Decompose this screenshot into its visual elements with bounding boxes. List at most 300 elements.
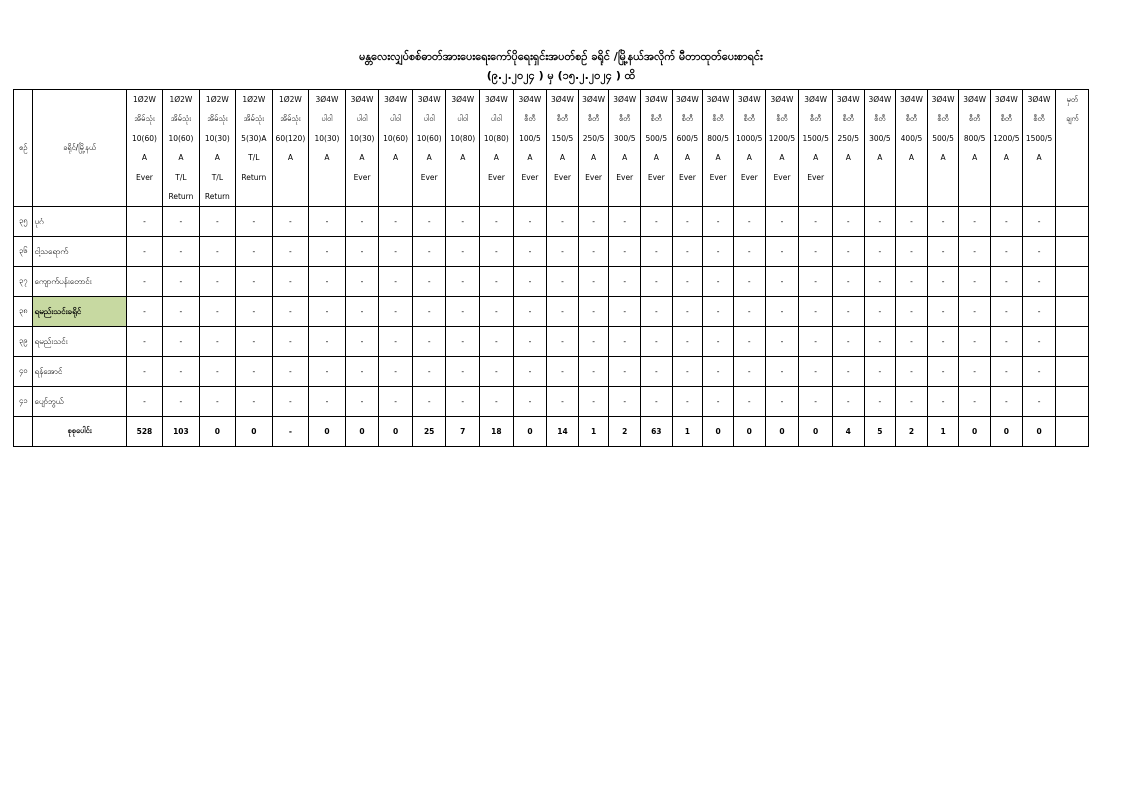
- total-cell: 2: [609, 417, 641, 447]
- row-serial: ၃၆: [14, 237, 33, 267]
- column-header: [1022, 90, 1056, 207]
- column-header-line: စီတီ: [681, 114, 694, 124]
- table-cell: -: [733, 207, 765, 237]
- column-header-line: [309, 168, 344, 187]
- remark-header-line: မှတ်: [1066, 95, 1079, 104]
- column-header-line: [896, 187, 927, 206]
- table-cell: -: [547, 297, 579, 327]
- table-cell: -: [672, 387, 703, 417]
- header-row: [14, 90, 1122, 207]
- table-cell: -: [765, 267, 799, 297]
- table-cell: -: [446, 297, 480, 327]
- column-header-line: 3Ø4W: [417, 95, 441, 104]
- column-header-line: 100/5: [519, 133, 541, 143]
- table-cell: -: [733, 267, 765, 297]
- total-cell: 2: [896, 417, 928, 447]
- column-header-line: A: [715, 153, 721, 163]
- column-header-line: စီတီ: [809, 114, 822, 124]
- table-cell: -: [703, 207, 734, 237]
- table-cell: -: [641, 297, 673, 327]
- column-header: [672, 90, 703, 207]
- total-cell: 0: [1022, 417, 1056, 447]
- column-header-line: အိမ်သုံး: [243, 114, 264, 124]
- table-cell: -: [513, 327, 547, 357]
- column-header-line: [273, 168, 309, 187]
- table-cell: -: [672, 237, 703, 267]
- table-cell: -: [272, 237, 309, 267]
- table-cell: -: [765, 387, 799, 417]
- column-header-line: 3Ø4W: [675, 95, 699, 104]
- table-cell: -: [309, 297, 345, 327]
- table-cell: -: [199, 207, 235, 237]
- row-district-name: ရမည်းသင်း: [33, 327, 126, 357]
- table-cell: -: [345, 207, 379, 237]
- column-header-line: 1200/5: [993, 133, 1020, 143]
- table-cell: -: [959, 237, 991, 267]
- column-header-line: [928, 187, 959, 206]
- table-cell: -: [547, 357, 579, 387]
- column-header-line: 600/5: [676, 133, 699, 143]
- table-cell: -: [236, 387, 272, 417]
- table-cell: -: [379, 267, 413, 297]
- column-header-line: A: [359, 153, 365, 163]
- column-header-line: 800/5: [963, 133, 986, 143]
- column-header-line: စီတီ: [524, 114, 536, 124]
- column-header-line: A: [460, 153, 466, 163]
- column-header-line: Ever: [585, 172, 603, 182]
- table-cell: -: [309, 327, 345, 357]
- total-cell: 0: [703, 417, 734, 447]
- total-cell: 18: [480, 417, 514, 447]
- column-header-line: ပါဝါ: [457, 114, 469, 124]
- column-header: [578, 90, 609, 207]
- column-header-line: [865, 187, 896, 206]
- column-header-line: Ever: [353, 172, 371, 182]
- column-header-line: 3Ø4W: [484, 95, 508, 104]
- column-header-line: စီတီ: [842, 114, 855, 124]
- column-header-line: စီတီ: [743, 114, 756, 124]
- table-cell: -: [896, 207, 928, 237]
- table-cell: -: [672, 267, 703, 297]
- total-cell: 103: [163, 417, 199, 447]
- column-header: [379, 90, 413, 207]
- table-cell: -: [832, 387, 864, 417]
- table-cell: -: [609, 357, 641, 387]
- table-cell: -: [547, 207, 579, 237]
- table-cell: -: [733, 387, 765, 417]
- table-cell: -: [272, 297, 309, 327]
- column-header-line: 10(80): [450, 133, 476, 143]
- table-cell: -: [236, 327, 272, 357]
- table-cell: -: [345, 267, 379, 297]
- column-header-line: စီတီ: [1033, 114, 1045, 124]
- column-header-line: A: [591, 153, 597, 163]
- column-header-line: [309, 187, 344, 206]
- column-header-line: စီတီ: [937, 114, 949, 124]
- column-header: [513, 90, 547, 207]
- table-cell: -: [927, 267, 959, 297]
- column-header-line: [833, 168, 864, 187]
- row-district-name: ပုဂံ: [33, 207, 126, 237]
- table-cell: -: [446, 387, 480, 417]
- table-cell: -: [547, 267, 579, 297]
- table-cell: -: [578, 297, 609, 327]
- remark-header-line: ချက်: [1066, 114, 1079, 124]
- table-cell: -: [765, 357, 799, 387]
- column-header-line: 500/5: [932, 133, 954, 143]
- column-header-line: 10(80): [483, 133, 509, 143]
- table-cell: -: [765, 327, 799, 357]
- column-header: [309, 90, 345, 207]
- total-cell: 0: [959, 417, 991, 447]
- table-cell: -: [609, 297, 641, 327]
- table-cell: -: [578, 267, 609, 297]
- column-header-line: [547, 187, 578, 206]
- table-cell: -: [799, 207, 833, 237]
- total-cell: 1: [578, 417, 609, 447]
- column-header-line: A: [845, 153, 851, 163]
- column-header-line: [959, 187, 990, 206]
- table-cell: -: [513, 297, 547, 327]
- column-header-line: 3Ø4W: [994, 95, 1018, 104]
- remark-cell: [1056, 387, 1089, 417]
- table-cell: -: [990, 237, 1022, 267]
- column-header-line: [799, 187, 832, 206]
- column-header-line: [959, 168, 990, 187]
- remark-cell: [1056, 417, 1089, 447]
- table-cell: -: [379, 297, 413, 327]
- table-cell: -: [703, 327, 734, 357]
- column-header-line: စီတီ: [1000, 114, 1013, 124]
- header-district: ခရိုင်/မြို့နယ်: [33, 90, 126, 207]
- column-header: [199, 90, 235, 207]
- total-cell: 0: [799, 417, 833, 447]
- column-header-line: T/L: [211, 172, 224, 182]
- table-cell: -: [412, 297, 446, 327]
- column-header-line: 1Ø2W: [242, 95, 266, 104]
- column-header-line: Return: [204, 191, 230, 201]
- column-header-line: 400/5: [900, 133, 923, 143]
- column-header-line: [1023, 168, 1056, 187]
- total-cell: 1: [672, 417, 703, 447]
- table-cell: -: [1022, 207, 1056, 237]
- column-header-line: ပါဝါ: [423, 114, 435, 124]
- column-header: [446, 90, 480, 207]
- column-header-line: Ever: [740, 172, 758, 182]
- column-header: [733, 90, 765, 207]
- column-header-line: A: [653, 153, 659, 163]
- table-cell: -: [672, 327, 703, 357]
- column-header-line: A: [287, 153, 293, 163]
- column-header-line: ပါဝါ: [490, 114, 502, 124]
- column-header-line: [379, 168, 412, 187]
- header-serial: စဉ်: [14, 90, 33, 207]
- table-cell: -: [126, 267, 162, 297]
- column-header-line: 3Ø4W: [706, 95, 730, 104]
- column-header-line: A: [393, 153, 399, 163]
- table-cell: -: [513, 267, 547, 297]
- table-cell: -: [578, 387, 609, 417]
- column-header: [799, 90, 833, 207]
- total-cell: 14: [547, 417, 579, 447]
- column-header-line: T/L: [248, 153, 260, 163]
- table-row: [14, 357, 1122, 387]
- table-cell: -: [896, 267, 928, 297]
- column-header-line: 1500/5: [1025, 133, 1053, 143]
- table-cell: -: [199, 357, 235, 387]
- row-serial: ၄၁: [14, 387, 33, 417]
- table-cell: -: [480, 357, 514, 387]
- column-header-line: A: [684, 153, 690, 163]
- table-cell: -: [799, 267, 833, 297]
- column-header-line: အိမ်သုံး: [280, 114, 301, 124]
- column-header-line: ပါဝါ: [321, 114, 333, 124]
- total-cell: 0: [733, 417, 765, 447]
- total-cell: 0: [309, 417, 345, 447]
- table-cell: -: [733, 327, 765, 357]
- table-cell: -: [1022, 237, 1056, 267]
- table-row: [14, 237, 1122, 267]
- row-district-name: ရန်အောင်: [33, 357, 126, 387]
- column-header-line: [1023, 187, 1056, 206]
- column-header-line: 300/5: [613, 133, 636, 143]
- table-cell: -: [480, 387, 514, 417]
- column-header-line: 250/5: [582, 133, 605, 143]
- column-header: [896, 90, 928, 207]
- table-cell: -: [547, 327, 579, 357]
- column-header-line: 1500/5: [802, 133, 829, 143]
- table-cell: -: [345, 237, 379, 267]
- column-header-line: စီတီ: [650, 114, 663, 124]
- column-header-line: စီတီ: [874, 114, 886, 124]
- table-cell: -: [379, 327, 413, 357]
- column-header-line: A: [877, 153, 883, 163]
- table-cell: -: [412, 387, 446, 417]
- column-header-line: T/L: [175, 172, 187, 182]
- column-header-line: [991, 168, 1022, 187]
- column-header-line: 3Ø4W: [868, 95, 892, 104]
- column-header-line: 10(30): [204, 133, 230, 143]
- column-header-line: [833, 187, 864, 206]
- table-cell: -: [446, 207, 480, 237]
- document-title: မန္တလေးလျှပ်စစ်ဓာတ်အားပေးရေးကော်ပိုရေးရှင်းအပတ်စဉ် ခရိုင် /မြို့နယ်အလိုက် မီတာထုတ်ပေးစာရင်း: [359, 50, 763, 63]
- column-header-line: 3Ø4W: [737, 95, 761, 104]
- total-cell: 0: [990, 417, 1022, 447]
- table-cell: -: [990, 357, 1022, 387]
- table-cell: -: [272, 357, 309, 387]
- table-cell: -: [446, 357, 480, 387]
- table-cell: -: [379, 387, 413, 417]
- table-cell: -: [641, 267, 673, 297]
- column-header-line: 10(60): [131, 133, 157, 143]
- column-header-line: [609, 187, 640, 206]
- column-header-line: စီတီ: [712, 114, 724, 124]
- table-cell: -: [959, 387, 991, 417]
- total-cell: 0: [199, 417, 235, 447]
- column-header-line: 3Ø4W: [613, 95, 637, 104]
- total-label: စုစုပေါင်း: [33, 417, 126, 447]
- table-cell: -: [272, 267, 309, 297]
- total-cell: 1: [927, 417, 959, 447]
- column-header-line: [991, 187, 1022, 206]
- table-cell: -: [126, 297, 162, 327]
- table-cell: -: [480, 327, 514, 357]
- column-header-line: [766, 187, 799, 206]
- column-header-line: 3Ø4W: [931, 95, 955, 104]
- column-header-line: Ever: [136, 172, 153, 182]
- table-cell: -: [236, 267, 272, 297]
- column-header-line: 1Ø2W: [133, 95, 156, 104]
- table-cell: -: [959, 267, 991, 297]
- table-cell: -: [163, 207, 199, 237]
- column-header-line: [514, 187, 547, 206]
- column-header-line: 10(60): [416, 133, 442, 143]
- column-header-line: 1200/5: [768, 133, 796, 143]
- table-cell: -: [480, 297, 514, 327]
- total-cell: 4: [832, 417, 864, 447]
- column-header-line: Ever: [773, 172, 791, 182]
- column-header-line: 3Ø4W: [384, 95, 408, 104]
- column-header-line: 3Ø4W: [900, 95, 923, 104]
- table-cell: -: [799, 297, 833, 327]
- table-cell: -: [703, 297, 734, 327]
- row-district-name: ကျောက်ပန်းတောင်း: [33, 267, 126, 297]
- column-header: [236, 90, 272, 207]
- column-header-line: 1000/5: [736, 133, 763, 143]
- table-cell: -: [609, 327, 641, 357]
- table-cell: -: [236, 207, 272, 237]
- table-cell: -: [896, 327, 928, 357]
- row-serial: ၃၉: [14, 327, 33, 357]
- table-cell: -: [199, 237, 235, 267]
- column-header-line: [379, 187, 412, 206]
- table-cell: -: [236, 357, 272, 387]
- column-header-line: [579, 187, 609, 206]
- table-cell: -: [959, 357, 991, 387]
- column-header-line: [346, 187, 379, 206]
- table-row: [14, 207, 1122, 237]
- column-header-line: 3Ø4W: [582, 95, 606, 104]
- table-cell: -: [578, 237, 609, 267]
- table-cell: -: [733, 237, 765, 267]
- total-serial: [14, 417, 33, 447]
- total-cell: 25: [412, 417, 446, 447]
- column-header: [959, 90, 991, 207]
- column-header-line: A: [746, 153, 752, 163]
- remark-cell: [1056, 207, 1089, 237]
- column-header-line: Ever: [709, 172, 727, 182]
- column-header-line: 3Ø4W: [804, 95, 828, 104]
- column-header-line: [865, 168, 896, 187]
- column-header-line: အိမ်သုံး: [170, 114, 192, 124]
- table-cell: -: [272, 327, 309, 357]
- table-cell: -: [513, 387, 547, 417]
- table-row: [14, 327, 1122, 357]
- table-cell: -: [609, 237, 641, 267]
- table-row: [14, 297, 1122, 327]
- date-range: (၉.၂.၂၀၂၄ ) မှ (၁၅.၂.၂၀၂၄ ) ထိ: [486, 69, 636, 82]
- column-header-line: Ever: [647, 172, 665, 182]
- table-row: [14, 387, 1122, 417]
- table-cell: -: [272, 387, 309, 417]
- total-cell: -: [272, 417, 309, 447]
- table-cell: -: [990, 387, 1022, 417]
- table-cell: -: [990, 297, 1022, 327]
- total-cell: 0: [513, 417, 547, 447]
- table-cell: -: [309, 387, 345, 417]
- table-cell: -: [547, 237, 579, 267]
- table-cell: -: [309, 357, 345, 387]
- column-header: [163, 90, 199, 207]
- table-cell: -: [446, 237, 480, 267]
- table-cell: -: [412, 357, 446, 387]
- column-header-line: 10(30): [349, 133, 375, 143]
- column-header: [864, 90, 896, 207]
- column-header: [703, 90, 734, 207]
- table-cell: -: [412, 207, 446, 237]
- table-cell: -: [412, 237, 446, 267]
- total-cell: 0: [765, 417, 799, 447]
- column-header-line: စီတီ: [968, 114, 981, 124]
- table-cell: -: [641, 387, 673, 417]
- table-cell: -: [959, 207, 991, 237]
- table-cell: -: [446, 267, 480, 297]
- table-cell: -: [126, 327, 162, 357]
- column-header-line: Ever: [554, 172, 571, 182]
- meter-issue-table: [13, 89, 1122, 447]
- table-cell: -: [1022, 267, 1056, 297]
- table-cell: -: [927, 237, 959, 267]
- column-header-line: Ever: [678, 172, 696, 182]
- table-cell: -: [864, 387, 896, 417]
- table-cell: -: [126, 237, 162, 267]
- table-cell: -: [765, 207, 799, 237]
- table-cell: -: [513, 357, 547, 387]
- table-cell: -: [309, 207, 345, 237]
- column-header: [609, 90, 641, 207]
- table-cell: -: [236, 237, 272, 267]
- table-cell: -: [163, 237, 199, 267]
- table-cell: -: [672, 297, 703, 327]
- remark-cell: [1056, 237, 1089, 267]
- remark-cell: [1056, 357, 1089, 387]
- table-cell: -: [379, 237, 413, 267]
- table-cell: -: [832, 237, 864, 267]
- column-header-line: 3Ø4W: [315, 95, 339, 104]
- table-row: [14, 267, 1122, 297]
- table-cell: -: [927, 207, 959, 237]
- table-cell: -: [896, 387, 928, 417]
- column-header-line: အိမ်သုံး: [134, 114, 155, 124]
- table-cell: -: [799, 237, 833, 267]
- table-cell: -: [959, 297, 991, 327]
- table-cell: -: [309, 267, 345, 297]
- column-header-line: အိမ်သုံး: [207, 114, 228, 124]
- table-cell: -: [163, 327, 199, 357]
- table-cell: -: [864, 327, 896, 357]
- table-cell: -: [578, 327, 609, 357]
- column-header-line: စီတီ: [776, 114, 788, 124]
- column-header-line: A: [141, 153, 148, 163]
- table-cell: -: [896, 237, 928, 267]
- table-cell: -: [199, 267, 235, 297]
- row-serial: ၄၀: [14, 357, 33, 387]
- remark-cell: [1056, 327, 1089, 357]
- total-cell: 5: [864, 417, 896, 447]
- column-header: [927, 90, 959, 207]
- table-cell: -: [480, 207, 514, 237]
- table-cell: -: [864, 357, 896, 387]
